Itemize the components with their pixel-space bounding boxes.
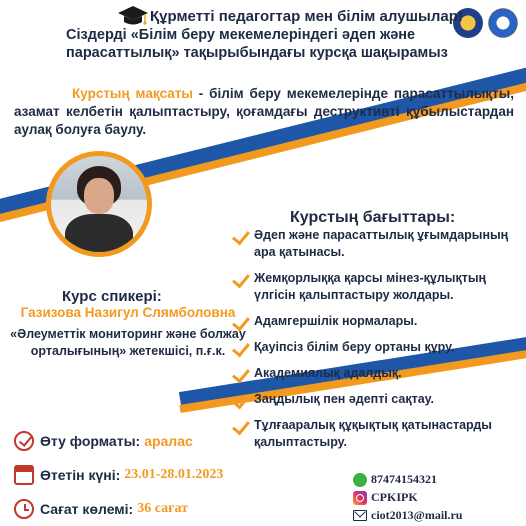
institution-logo-2 <box>488 8 518 38</box>
greeting-heading: Құрметті педагогтар мен білім алушылар! <box>150 8 463 25</box>
date-label: Өтетін күні: <box>40 467 121 483</box>
date-row <box>14 465 223 485</box>
course-goal <box>14 85 514 139</box>
volume-value: 36 сағат <box>137 501 188 516</box>
clock-icon <box>14 499 34 519</box>
contact-instagram[interactable]: CPKIPK <box>353 490 418 505</box>
speaker-role: «Әлеуметтік мониторинг және болжау орталығының» жетекшісі, п.ғ.к. <box>10 327 246 358</box>
checkmark-icon <box>234 230 252 242</box>
contact-email[interactable]: ciot2013@mail.ru <box>353 508 462 523</box>
checkmark-icon <box>234 342 252 354</box>
volume-label: Сағат көлемі: <box>40 501 134 517</box>
whatsapp-icon <box>353 473 367 487</box>
format-row <box>14 431 193 451</box>
directions-list <box>234 227 524 460</box>
invitation-text: Сіздерді «Білім беру мекемелеріндегі әдеп және парасаттылық» тақырыбындағы курсқа шақырамыз <box>66 27 448 61</box>
checkmark-icon <box>234 273 252 285</box>
checkmark-icon <box>234 316 252 328</box>
checkmark-icon <box>234 368 252 380</box>
list-item: Академиялық адалдық. <box>234 365 524 382</box>
checkmark-icon <box>234 394 252 406</box>
date-value: 23.01-28.01.2023 <box>124 467 224 482</box>
volume-row <box>14 499 188 519</box>
contact-phone[interactable]: 87474154321 <box>353 472 437 487</box>
list-item: Әдеп және парасаттылық ұғымдарының ара қатынасы. <box>234 227 524 261</box>
format-value: аралас <box>144 433 193 449</box>
course-goal-label: Курстың мақсаты <box>72 86 193 101</box>
speaker-photo <box>51 156 147 252</box>
directions-title: Курстың бағыттары: <box>290 209 456 226</box>
list-item: Қауіпсіз білім беру ортаны құру. <box>234 339 524 356</box>
course-goal-text: - білім беру мекемелерінде парасаттылықты, азамат келбетін қалыптастыру, қоғамдағы деструктивті құбылыстардан аулақ болуға баулу. <box>14 86 514 137</box>
list-item: Тұлғааралық құқықтық қатынастарды қалыптастыру. <box>234 417 524 451</box>
calendar-icon <box>14 465 34 485</box>
checkmark-icon <box>234 420 252 432</box>
check-circle-icon <box>14 431 34 451</box>
instagram-icon <box>353 491 367 505</box>
mail-icon <box>353 510 367 521</box>
graduation-cap-icon <box>117 5 149 27</box>
speaker-name: Газизова Назигул Слямболовна <box>20 305 236 320</box>
speaker-title: Курс спикері: <box>62 288 162 305</box>
format-label: Өту форматы: <box>40 433 141 449</box>
list-item: Заңдылық пен әдепті сақтау. <box>234 391 524 408</box>
list-item: Жемқорлыққа қарсы мінез-құлықтың үлгісін қалыптастыру жолдары. <box>234 270 524 304</box>
list-item: Адамгершілік нормалары. <box>234 313 524 330</box>
